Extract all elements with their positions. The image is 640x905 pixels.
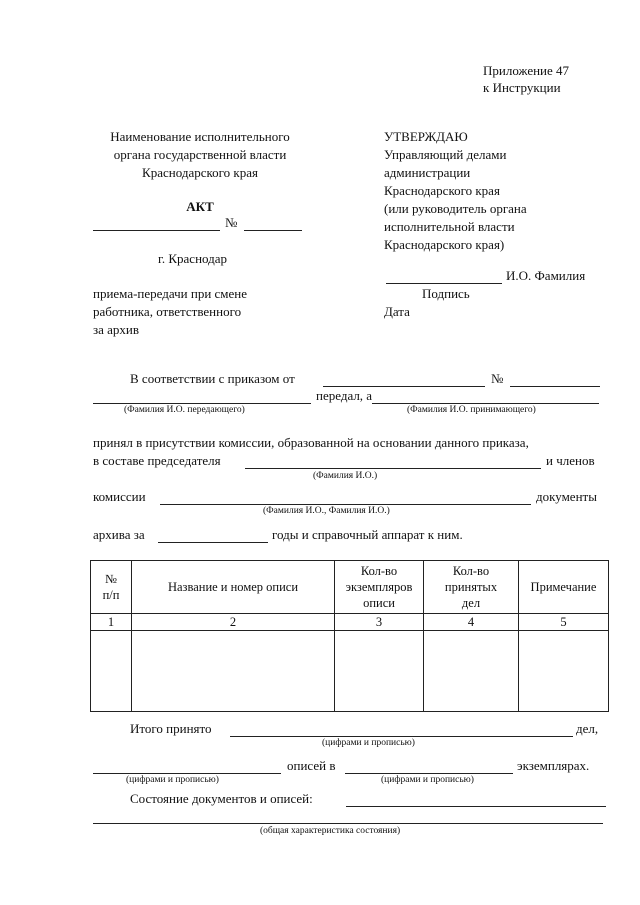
caption-digits-2: (цифрами и прописью) xyxy=(126,775,219,785)
header-inventory-name: Название и номер описи xyxy=(132,561,335,614)
appendix-line-2: к Инструкции xyxy=(483,80,561,95)
state-label: Состояние документов и описей: xyxy=(130,791,313,806)
act-date-line xyxy=(93,230,220,231)
caption-giver: (Фамилия И.О. передающего) xyxy=(124,405,245,415)
table-cell[interactable] xyxy=(335,631,424,712)
table-header-row xyxy=(91,561,609,614)
appendix-line-1: Приложение 47 xyxy=(483,63,570,78)
act-number-sign: № xyxy=(225,215,238,230)
documents-text: документы xyxy=(536,489,597,504)
approval-line-3: Краснодарского края xyxy=(384,183,500,198)
order-text: В соответствии с приказом от xyxy=(130,371,295,386)
state-line-2 xyxy=(93,823,603,824)
copies-text: экземплярах. xyxy=(517,758,590,773)
date-label: Дата xyxy=(384,304,410,319)
approval-name: И.О. Фамилия xyxy=(506,268,586,283)
archive-years-label: архива за xyxy=(93,527,145,542)
caption-digits-3: (цифрами и прописью) xyxy=(381,775,474,785)
caption-chair: (Фамилия И.О.) xyxy=(313,471,378,481)
caption-digits-1: (цифрами и прописью) xyxy=(322,738,415,748)
approval-line-6: Краснодарского края) xyxy=(384,237,505,252)
commission-text: принял в присутствии комиссии, образованной на основании данного приказа, xyxy=(93,435,529,450)
act-subject-line-1: приема-передачи при смене xyxy=(93,286,248,301)
table-cell: 2 xyxy=(132,614,335,631)
city: г. Краснодар xyxy=(158,251,228,266)
total-label: Итого принято xyxy=(130,721,212,736)
caption-state: (общая характеристика состояния) xyxy=(260,826,401,836)
order-number-sign: № xyxy=(491,371,504,386)
table-row xyxy=(91,631,609,712)
members-names-line xyxy=(160,504,531,505)
caption-members: (Фамилия И.О., Фамилия И.О.) xyxy=(263,506,390,516)
total-line xyxy=(230,736,573,737)
table-cell: 5 xyxy=(519,614,609,631)
act-title: АКТ xyxy=(186,199,214,214)
chair-name-line xyxy=(245,468,541,469)
table-cell[interactable] xyxy=(519,631,609,712)
approval-line-4: (или руководитель органа xyxy=(384,201,527,216)
table-cell[interactable] xyxy=(91,631,132,712)
inventories-in-text: описей в xyxy=(287,758,336,773)
header-copies: Кол-во экземпляров описи xyxy=(335,561,424,614)
inventories-count-line xyxy=(93,773,281,774)
caption-receiver: (Фамилия И.О. принимающего) xyxy=(407,405,536,415)
years-line xyxy=(158,542,268,543)
org-name-line-1: Наименование исполнительного xyxy=(110,129,290,144)
act-number-line xyxy=(244,230,302,231)
approval-title: УТВЕРЖДАЮ xyxy=(384,129,468,144)
archive-table xyxy=(90,560,609,712)
commission-label: комиссии xyxy=(93,489,146,504)
signature-label: Подпись xyxy=(422,286,470,301)
copies-count-line xyxy=(345,773,513,774)
table-cell[interactable] xyxy=(132,631,335,712)
handed-text: передал, а xyxy=(316,388,373,403)
act-subject-line-2: работника, ответственного xyxy=(93,304,242,319)
table-cell[interactable] xyxy=(424,631,519,712)
approval-signature-line xyxy=(386,283,502,284)
approval-line-5: исполнительной власти xyxy=(384,219,515,234)
header-number: № п/п xyxy=(91,561,132,614)
table-cell: 3 xyxy=(335,614,424,631)
table-cell: 4 xyxy=(424,614,519,631)
state-line-1 xyxy=(346,806,606,807)
org-name-line-2: органа государственной власти xyxy=(113,147,287,162)
approval-line-2: администрации xyxy=(384,165,471,180)
approval-line-1: Управляющий делами xyxy=(384,147,507,162)
giver-name-line xyxy=(93,403,311,404)
receiver-name-line xyxy=(372,403,599,404)
table-row xyxy=(91,614,609,631)
order-number-line xyxy=(510,386,600,387)
header-files: Кол-во принятых дел xyxy=(424,561,519,614)
table-cell: 1 xyxy=(91,614,132,631)
chair-text: в составе председателя xyxy=(93,453,221,468)
org-name-line-3: Краснодарского края xyxy=(142,165,258,180)
total-unit: дел, xyxy=(576,721,599,736)
header-note: Примечание xyxy=(519,561,609,614)
act-subject-line-3: за архив xyxy=(93,322,140,337)
reference-text: годы и справочный аппарат к ним. xyxy=(272,527,463,542)
members-text: и членов xyxy=(546,453,595,468)
